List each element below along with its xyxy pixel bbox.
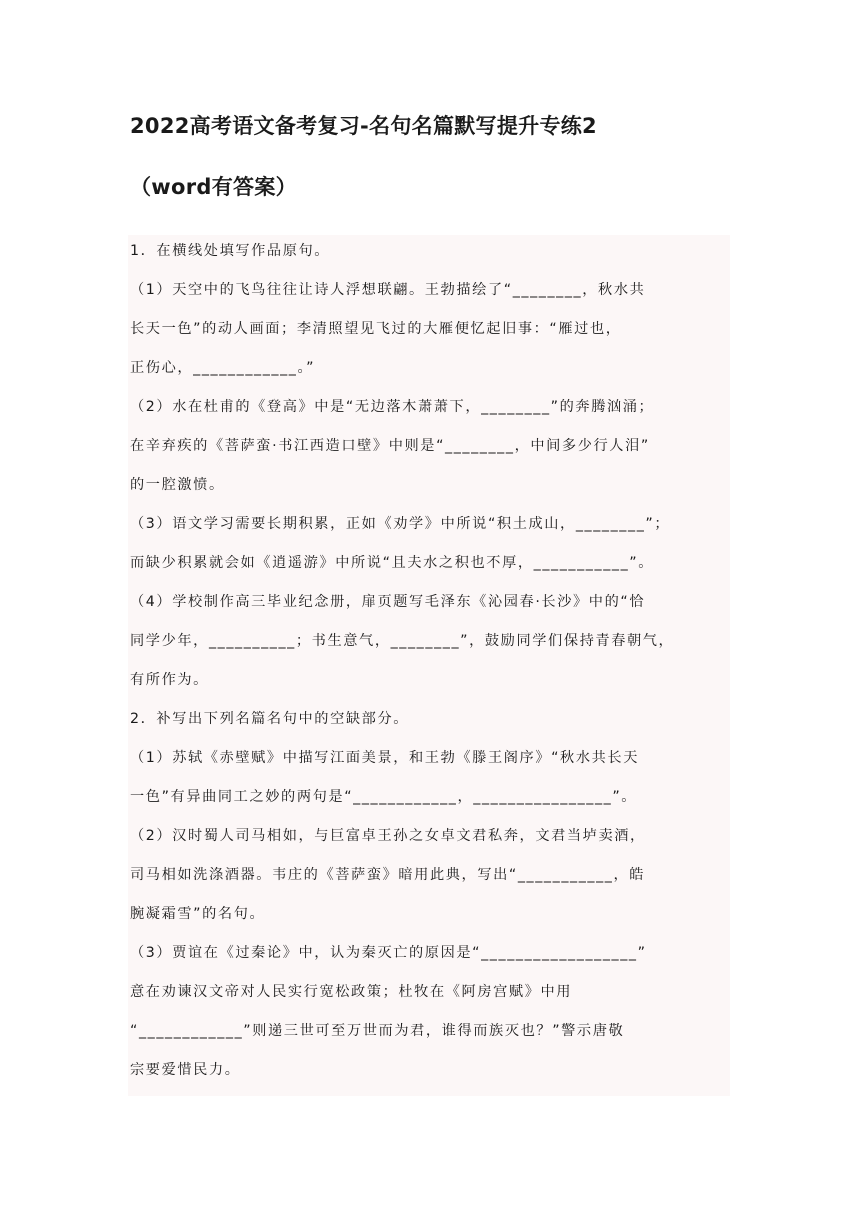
text-line: （2）水在杜甫的《登高》中是“无边落木萧萧下，________”的奔腾汹涌； (130, 399, 655, 415)
text-line: “____________”则递三世可至万世而为君，谁得而族灭也？”警示唐敬 (130, 1023, 625, 1039)
text-line: 一色”有异曲同工之妙的两句是“____________，________________”。 (130, 789, 638, 805)
document-title-line2: （word有答案） (130, 175, 297, 199)
text-line: 的一腔激愤。 (130, 477, 225, 493)
text-line: 司马相如洗涤酒器。韦庄的《菩萨蛮》暗用此典，写出“___________，皓 (130, 867, 646, 883)
text-line: （3）语文学习需要长期积累，正如《劝学》中所说“积土成山，________”； (130, 516, 671, 532)
text-line: （3）贾谊在《过秦论》中，认为秦灭亡的原因是“__________________” (130, 945, 647, 961)
text-line: （1）天空中的飞鸟往往让诗人浮想联翩。王勃描绘了“________，秋水共 (130, 282, 646, 298)
text-line: 长天一色”的动人画面；李清照望见飞过的大雁便忆起旧事：“雁过也， (130, 321, 622, 337)
text-line: 正伤心，____________。” (130, 360, 316, 376)
document-title-line1: 2022高考语文备考复习-名句名篇默写提升专练2 (130, 114, 597, 138)
text-line: （1）苏轼《赤壁赋》中描写江面美景，和王勃《滕王阁序》“秋水共长天 (130, 750, 639, 766)
text-line: 意在劝谏汉文帝对人民实行宽松政策；杜牧在《阿房宫赋》中用 (130, 984, 573, 1000)
text-line: 2．补写出下列名篇名句中的空缺部分。 (130, 711, 410, 727)
text-line: 同学少年，__________；书生意气，________”，鼓励同学们保持青春朝气， (130, 633, 675, 649)
text-line: 宗要爱惜民力。 (130, 1062, 241, 1078)
question-content (128, 235, 730, 1096)
text-line: 而缺少积累就会如《逍遥游》中所说“且夫水之积也不厚，___________”。 (130, 555, 655, 571)
text-line: 在辛弃疾的《菩萨蛮·书江西造口壁》中则是“________，中间多少行人泪” (130, 438, 650, 454)
text-line: 有所作为。 (130, 672, 209, 688)
text-line: 腕凝霜雪”的名句。 (130, 906, 266, 922)
text-line: 1．在横线处填写作品原句。 (130, 243, 331, 259)
text-line: （2）汉时蜀人司马相如，与巨富卓王孙之女卓文君私奔，文君当垆卖酒， (130, 828, 646, 844)
text-line: （4）学校制作高三毕业纪念册，扉页题写毛泽东《沁园春·长沙》中的“恰 (130, 594, 646, 610)
